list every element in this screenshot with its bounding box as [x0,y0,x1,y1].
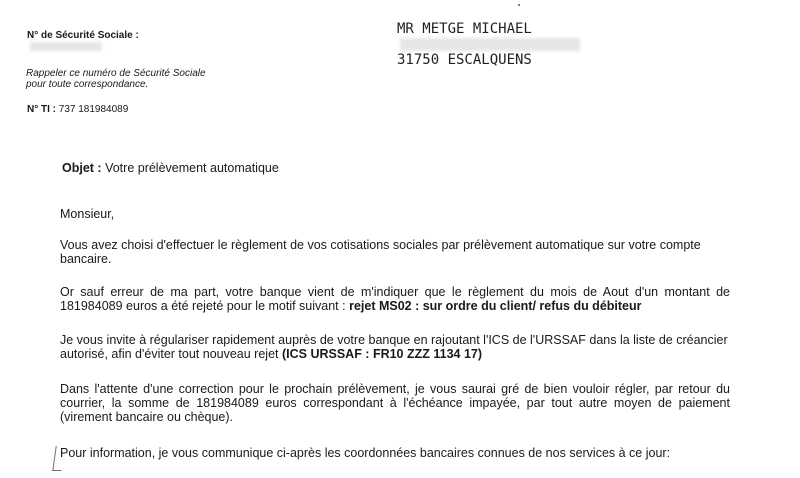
scan-speck [518,4,520,6]
paragraph-2-text: Or sauf erreur de ma part, votre banque vient de m'indiquer que le règlement du mois de Aout d'un montant de 181984089 euros a été rejeté pour le motif suivant : [60,285,730,313]
paragraph-1: Vous avez choisi d'effectuer le règlement de vos cotisations sociales par prélèvement automatique sur votre compte bancaire. [60,238,701,266]
recipient-name: MR METGE MICHAEL [397,21,532,37]
redacted-ss-number [30,42,102,51]
ti-value: 737 181984089 [58,104,129,115]
reminder-line-2: pour toute correspondance. [26,79,149,90]
ics-reference: (ICS URSSAF : FR10 ZZZ 1134 17) [281,347,483,361]
paragraph-2 [60,285,730,313]
redacted-street-address [400,38,580,51]
recipient-city: 31750 ESCALQUENS [397,52,532,68]
ti-label: N° TI : [27,104,56,115]
letter-subject [62,161,279,175]
subject-text: Votre prélèvement automatique [105,161,279,175]
salutation: Monsieur, [60,207,115,221]
rejection-reason: rejet MS02 : sur ordre du client/ refus du débiteur [349,299,642,313]
reminder-note [26,68,206,90]
paragraph-4: Dans l'attente d'une correction pour le prochain prélèvement, je vous saurai gré de bien vouloir régler, par retour du courrier, la somme de 181984089 euros correspondant à l'échéance impayée, par tout autre moyen de paiement (virement bancaire ou chèque). [60,382,730,424]
paragraph-3-text: Je vous invite à régulariser rapidement auprès de votre banque en rajoutant l'ICS de l'URSSAF dans la liste de créancier autorisé, afin d'éviter tout nouveau rejet [60,333,728,361]
subject-label: Objet : [62,161,102,175]
social-security-label: N° de Sécurité Sociale : [27,30,139,41]
paragraph-3 [60,333,730,361]
ti-number [27,104,128,115]
reminder-line-1: Rappeler ce numéro de Sécurité Sociale [26,68,206,79]
paragraph-5: Pour information, je vous communique ci-après les coordonnées bancaires connues de nos services à ce jour: [60,446,671,460]
